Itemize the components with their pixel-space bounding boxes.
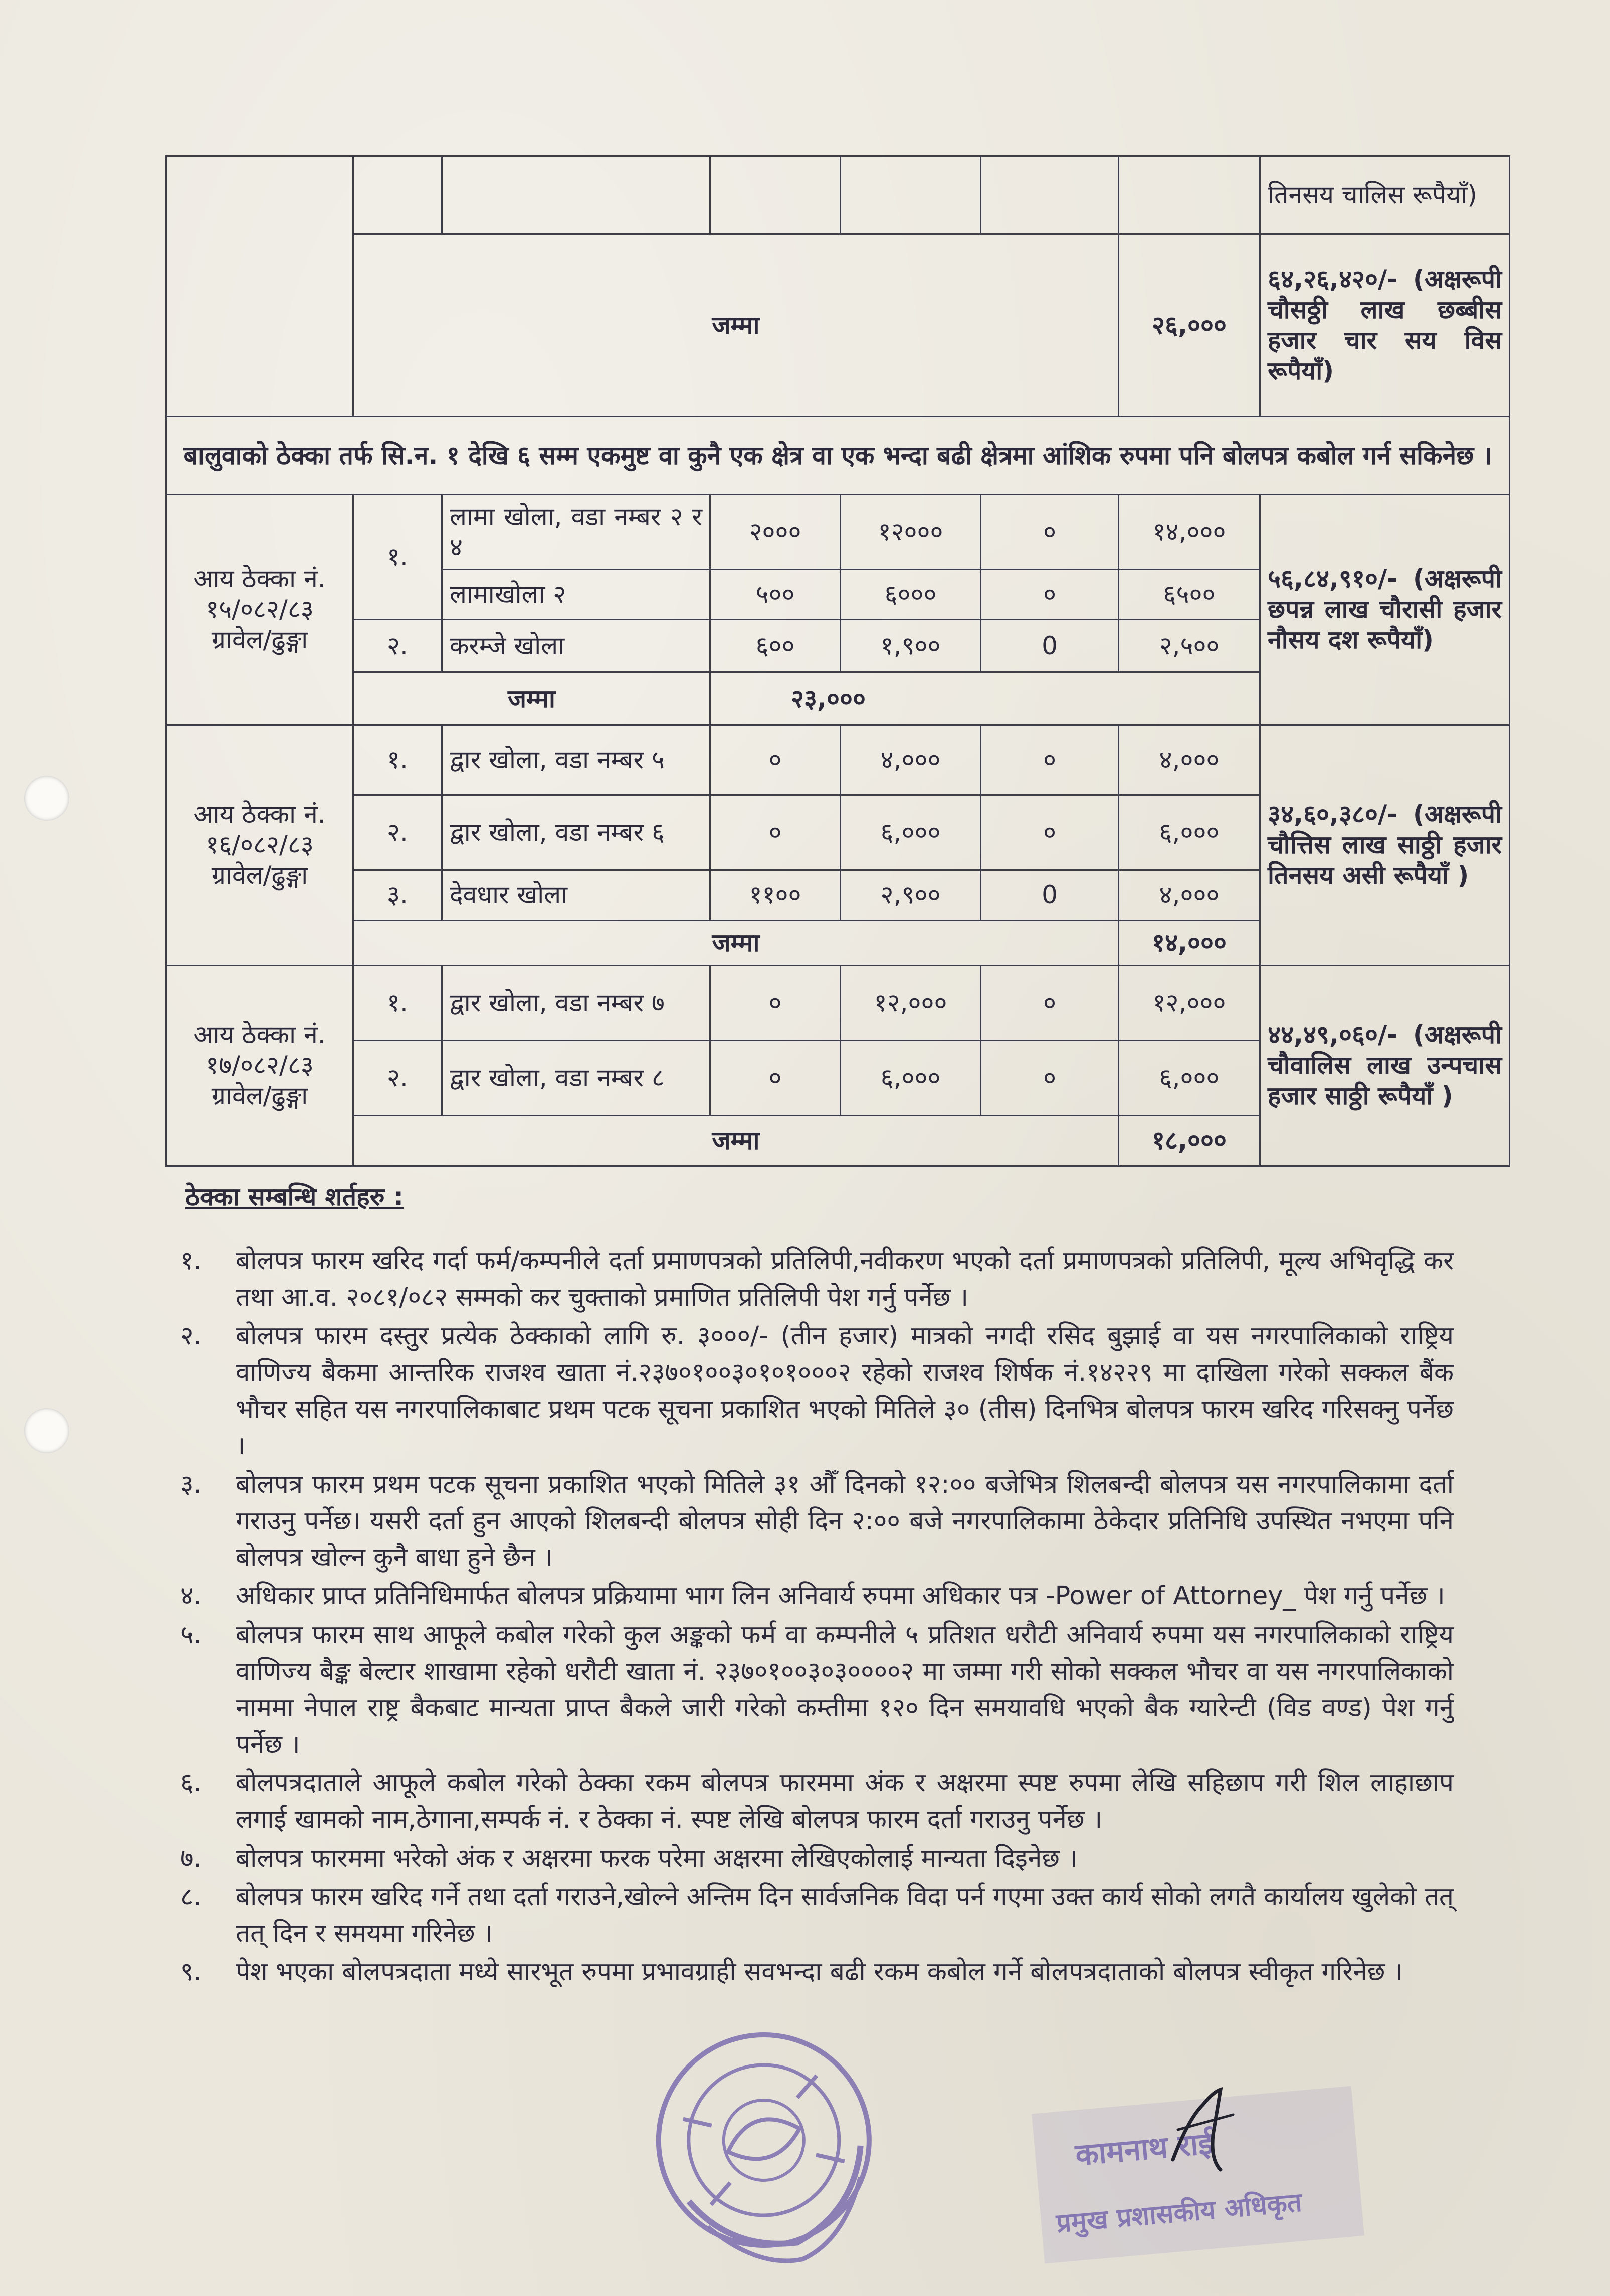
empty-cell [1119, 156, 1260, 234]
location-cell: लामा खोला, वडा नम्बर २ र ४ [442, 495, 710, 570]
serial-number: २. [353, 620, 442, 672]
condition-number: ७. [180, 1844, 202, 1873]
condition-item [170, 1243, 1454, 1316]
condition-number: ६. [180, 1768, 202, 1798]
condition-item [170, 1840, 1454, 1877]
value-cell: ६०० [710, 620, 841, 672]
condition-text: पेश भएका बोलपत्रदाता मध्ये सारभूत रुपमा प्रभावग्राही सवभन्दा बढी रकम कबोल गर्ने बोलपत्रदाताको बोलपत्र स्वीकृत गरिनेछ । [236, 1957, 1403, 1987]
value-cell: ० [981, 966, 1119, 1041]
quantity-cell: ६५०० [1119, 570, 1260, 620]
condition-text: बोलपत्र फारममा भरेको अंक र अक्षरमा फरक परेमा अक्षरमा लेखिएकोलाई मान्यता दिइनेछ । [236, 1844, 1078, 1873]
contract-amount: ३४,६०,३८०/- (अक्षरूपी चौत्तिस लाख साठ्ठी हजार तिनसय असी रूपैयाँ ) [1260, 725, 1510, 966]
condition-text: बोलपत्र फारम प्रथम पटक सूचना प्रकाशित भएको मितिले ३१ औँ दिनको १२:०० बजेभित्र शिलबन्दी बोलपत्र यस नगरपालिकामा दर्ता गराउनु पर्नेछ। यसरी दर्ता हुन आएको शिलबन्दी बोलपत्र सोही दिन २:०० बजे नगरपालिकामा ठेकेदार प्रतिनिधि उपस्थित नभएमा पनि बोलपत्र खोल्न कुनै बाधा हुने छैन । [236, 1470, 1454, 1572]
serial-number: १. [353, 725, 442, 795]
location-cell: द्वार खोला, वडा नम्बर ८ [442, 1041, 710, 1116]
municipality-seal [642, 2024, 892, 2275]
quantity-cell: २,५०० [1119, 620, 1260, 672]
location-cell: द्वार खोला, वडा नम्बर ६ [442, 795, 710, 870]
officer-title-stamp: प्रमुख प्रशासकीय अधिकृत [1055, 2187, 1303, 2239]
value-cell: २००० [710, 495, 841, 570]
table-row [166, 234, 1510, 417]
value-cell: ० [710, 1041, 841, 1116]
contract-name: आय ठेक्का नं. १७/०८२/८३ ग्रावेल/ढुङ्गा [166, 966, 353, 1166]
condition-number: ९. [180, 1957, 202, 1987]
value-cell: 0 [981, 620, 1119, 672]
quantity-cell: १२,००० [1119, 966, 1260, 1041]
quantity-cell: ४,००० [1119, 870, 1260, 921]
contract-name: आय ठेक्का नं. १५/०८२/८३ ग्रावेल/ढुङ्गा [166, 495, 353, 725]
conditions-heading: ठेक्का सम्बन्धि शर्तहरु : [185, 1182, 404, 1211]
empty-cell [353, 156, 442, 234]
value-cell: १,९०० [841, 620, 981, 672]
condition-item [170, 1765, 1454, 1838]
serial-number: ३. [353, 870, 442, 921]
total-label: जम्मा [353, 921, 1119, 966]
value-cell: १२,००० [841, 966, 981, 1041]
condition-item [170, 1954, 1454, 1990]
amount-words-cell: तिनसय चालिस रूपैयाँ) [1260, 156, 1510, 234]
empty-cell [981, 156, 1119, 234]
value-cell: ५०० [710, 570, 841, 620]
value-cell: ० [710, 725, 841, 795]
condition-text: बोलपत्र फारम खरिद गर्दा फर्म/कम्पनीले दर्ता प्रमाणपत्रको प्रतिलिपी,नवीकरण भएको दर्ता प्रमाणपत्रको प्रतिलिपी, मूल्य अभिवृद्धि कर तथा आ.व. २०८१/०८२ सम्मको कर चुक्ताको प्रमाणित प्रतिलिपी पेश गर्नु पर्नेछ । [236, 1246, 1454, 1312]
condition-number: २. [180, 1321, 202, 1351]
value-cell: 0 [981, 870, 1119, 921]
empty-cell [841, 156, 981, 234]
condition-text: बोलपत्र फारम दस्तुर प्रत्येक ठेक्काको लागि रु. ३०००/- (तीन हजार) मात्रको नगदी रसिद बुझाई वा यस नगरपालिकाको राष्ट्रिय वाणिज्य बैकमा आन्तरिक राजश्व खाता नं.२३७०१००३०१०१०००२ रहेको राजश्व शिर्षक नं.१४२२९ मा दाखिला गरेको सक्कल बैंक भौचर सहित यस नगरपालिकाबाट प्रथम पटक सूचना प्रकाशित भएको मितिले ३० (तीस) दिनभित्र बोलपत्र फारम खरिद गरिसक्नु पर्नेछ । [236, 1321, 1454, 1461]
condition-number: ३. [180, 1470, 202, 1499]
condition-item [170, 1879, 1454, 1952]
contract-amount: ४४,४९,०६०/- (अक्षरूपी चौवालिस लाख उन्पचास हजार साठ्ठी रूपैयाँ ) [1260, 966, 1510, 1166]
empty-cell [166, 156, 353, 417]
location-cell: देवधार खोला [442, 870, 710, 921]
condition-item [170, 1578, 1454, 1615]
total-amount-cell: ६४,२६,४२०/- (अक्षरूपी चौसठ्ठी लाख छब्बीस हजार चार सय विस रूपैयाँ) [1260, 234, 1510, 417]
value-cell: ० [710, 966, 841, 1041]
officer-name-stamp: कामनाथ राई [1074, 2126, 1215, 2173]
value-cell: ६,००० [841, 1041, 981, 1116]
condition-item [170, 1617, 1454, 1763]
value-cell: ० [981, 1041, 1119, 1116]
table-row [166, 725, 1510, 795]
empty-cell [442, 156, 710, 234]
value-cell: ११०० [710, 870, 841, 921]
location-cell: करम्जे खोला [442, 620, 710, 672]
condition-text: बोलपत्र फारम साथ आफूले कबोल गरेको कुल अङ्कको फर्म वा कम्पनीले ५ प्रतिशत धरौटी अनिवार्य रुपमा यस नगरपालिकाको राष्ट्रिय वाणिज्य बैङ्क बेल्टार शाखामा रहेको धरौटी खाता नं. २३७०१००३०३००००२ मा जम्मा गरी सोको सक्कल भौचर वा यस नगरपालिकाको नाममा नेपाल राष्ट्र बैकबाट मान्यता प्राप्त बैकले जारी गरेको कम्तीमा १२० दिन समयावधि भएको बैक ग्यारेन्टी (विड वण्ड) पेश गर्नु पर्नेछ । [236, 1620, 1454, 1759]
serial-number: १. [353, 966, 442, 1041]
total-value: १४,००० [1119, 921, 1260, 966]
location-cell: द्वार खोला, वडा नम्बर ७ [442, 966, 710, 1041]
condition-text: बोलपत्र फारम खरिद गर्ने तथा दर्ता गराउने,खोल्ने अन्तिम दिन सार्वजनिक विदा पर्न गएमा उक्त कार्य सोको लगतै कार्यालय खुलेको तत् तत् दिन र समयमा गरिनेछ । [236, 1882, 1454, 1948]
location-cell: द्वार खोला, वडा नम्बर ५ [442, 725, 710, 795]
contract-table [165, 155, 1510, 1167]
conditions-list [170, 1243, 1454, 1992]
condition-text: अधिकार प्राप्त प्रतिनिधिमार्फत बोलपत्र प्रक्रियामा भाग लिन अनिवार्य रुपमा अधिकार पत्र -Power of Attorney_ पेश गर्नु पर्नेछ । [236, 1581, 1445, 1611]
condition-text: बोलपत्रदाताले आफूले कबोल गरेको ठेक्का रकम बोलपत्र फारममा अंक र अक्षरमा स्पष्ट रुपमा लेखि सहिछाप गरी शिल लाहाछाप लगाई खामको नाम,ठेगाना,सम्पर्क नं. र ठेक्का नं. स्पष्ट लेखि बोलपत्र फारम दर्ता गराउनु पर्नेछ । [236, 1768, 1454, 1834]
quantity-cell: ६,००० [1119, 1041, 1260, 1116]
value-cell: ४,००० [841, 725, 981, 795]
table-row [166, 417, 1510, 495]
total-label: जम्मा [353, 1116, 1119, 1166]
table-row [166, 156, 1510, 234]
quantity-cell: ४,००० [1119, 725, 1260, 795]
quantity-cell: १४,००० [1119, 495, 1260, 570]
punch-hole-upper [24, 776, 69, 821]
condition-number: १. [180, 1246, 202, 1276]
empty-cell [710, 156, 841, 234]
contract-amount: ५६,८४,९१०/- (अक्षरूपी छपन्न लाख चौरासी हजार नौसय दश रूपैयाँ) [1260, 495, 1510, 725]
officer-signature-block [1023, 2044, 1373, 2280]
punch-hole-lower [24, 1408, 69, 1453]
value-cell: ० [981, 570, 1119, 620]
sand-contract-notice: बालुवाको ठेक्का तर्फ सि.न. १ देखि ६ सम्म एकमुष्ट वा कुनै एक क्षेत्र वा एक भन्दा बढी क्षेत्रमा आंशिक रुपमा पनि बोलपत्र कबोल गर्न सकिनेछ । [166, 417, 1510, 495]
condition-item [170, 1466, 1454, 1576]
quantity-cell: ६,००० [1119, 795, 1260, 870]
total-label: जम्मा [353, 234, 1119, 417]
condition-number: ४. [180, 1581, 202, 1611]
value-cell: ० [981, 495, 1119, 570]
total-value: २६,००० [1119, 234, 1260, 417]
table-row [166, 495, 1510, 570]
total-value: २३,००० [710, 672, 1260, 725]
value-cell: ० [710, 795, 841, 870]
value-cell: १२००० [841, 495, 981, 570]
condition-number: ५. [180, 1620, 202, 1650]
value-cell: ६,००० [841, 795, 981, 870]
condition-number: ८. [180, 1882, 202, 1912]
value-cell: ६००० [841, 570, 981, 620]
total-value: १८,००० [1119, 1116, 1260, 1166]
table-row [166, 966, 1510, 1041]
serial-number: २. [353, 795, 442, 870]
location-cell: लामाखोला २ [442, 570, 710, 620]
contract-name: आय ठेक्का नं. १६/०८२/८३ ग्रावेल/ढुङ्गा [166, 725, 353, 966]
serial-number: १. [353, 495, 442, 620]
serial-number: २. [353, 1041, 442, 1116]
condition-item [170, 1318, 1454, 1464]
total-label: जम्मा [353, 672, 710, 725]
value-cell: २,९०० [841, 870, 981, 921]
value-cell: ० [981, 725, 1119, 795]
value-cell: ० [981, 795, 1119, 870]
